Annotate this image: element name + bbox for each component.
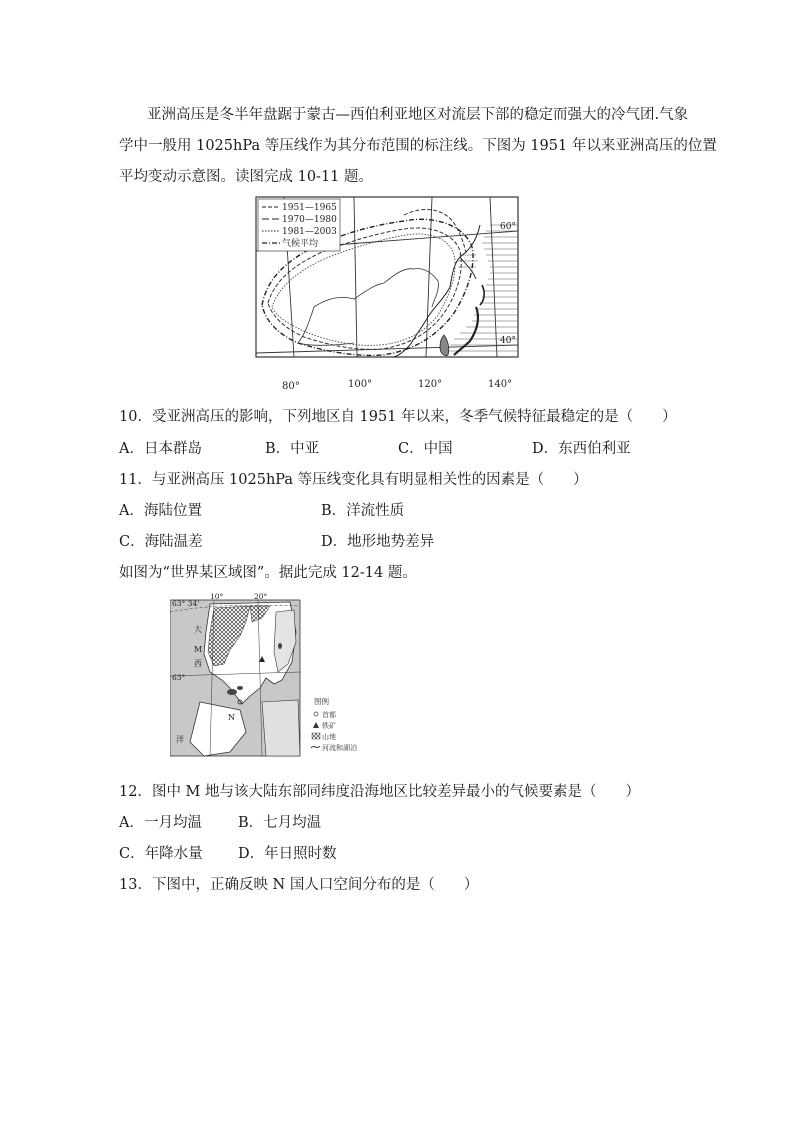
lat-label-60: 60° <box>500 222 516 232</box>
legend-river-lake: 河流和湖泊 <box>322 744 357 752</box>
legend-iron: 铁矿 <box>322 722 336 730</box>
asian-high-map <box>254 195 520 393</box>
intro2-text: 如图为“世界某区域图”。据此完成 12-14 题。 <box>119 565 417 581</box>
lat-label-63-34: 63° 34' <box>172 599 200 608</box>
river-lake-icon <box>311 746 320 748</box>
q12-option-b: B．七月均温 <box>238 815 322 831</box>
intro-line-1: 亚洲高压是冬半年盘踞于蒙古—西伯利亚地区对流层下部的稳定而强大的冷气团.气象 <box>147 107 689 123</box>
mountain-icon <box>312 733 320 739</box>
legend-1951-1965: 1951—1965 <box>282 203 337 213</box>
label-xi: 西 <box>194 659 202 668</box>
label-n: N <box>228 713 235 722</box>
iron-mine-icon <box>313 722 319 728</box>
q10-option-d: D．东西伯利亚 <box>532 441 631 457</box>
q11-option-c: C．海陆温差 <box>119 534 203 550</box>
q10-option-c: C．中国 <box>398 441 453 457</box>
lon-label-80: 80° <box>282 381 300 392</box>
q10-option-a: A．日本群岛 <box>119 441 202 457</box>
lon-label-20: 20° <box>254 592 268 601</box>
q10-option-b: B．中亚 <box>265 441 320 457</box>
q10-stem: 10．受亚洲高压的影响，下列地区自 1951 年以来，冬季气候特征最稳定的是（ ） <box>119 409 677 425</box>
lon-label-10: 10° <box>210 592 224 601</box>
q11-option-b: B．洋流性质 <box>321 503 405 519</box>
legend-1981-2003: 1981—2003 <box>282 227 337 237</box>
q12-stem: 12．图中 M 地与该大陆东部同纬度沿海地区比较差异最小的气候要素是（ ） <box>119 784 641 800</box>
q12-option-d: D．年日照时数 <box>238 846 337 862</box>
capital-icon <box>314 712 318 716</box>
lat-label-40: 40° <box>500 336 516 346</box>
q11-stem: 11．与亚洲高压 1025hPa 等压线变化具有明显相关性的因素是（ ） <box>119 472 588 488</box>
intro-line-2: 学中一般用 1025hPa 等压线作为其分布范围的标注线。下图为 1951 年以来亚洲高压的位置 <box>119 138 717 154</box>
legend-mountain: 山地 <box>322 733 336 741</box>
world-region-map <box>170 592 380 764</box>
legend-title: 图例 <box>314 697 329 706</box>
intro-line-3: 平均变动示意图。读图完成 10-11 题。 <box>119 169 374 185</box>
lon-label-120: 120° <box>418 379 443 390</box>
lat-label-63: 63° <box>172 673 186 682</box>
legend-1970-1980: 1970—1980 <box>282 215 337 225</box>
lon-label-100: 100° <box>348 379 373 390</box>
q11-option-d: D．地形地势差异 <box>321 534 435 550</box>
legend-capital: 首都 <box>322 711 336 719</box>
q12-option-a: A．一月均温 <box>119 815 202 831</box>
q12-option-c: C．年降水量 <box>119 846 203 862</box>
label-da: 大 <box>194 625 202 634</box>
label-m: M <box>194 645 203 654</box>
label-yang: 洋 <box>176 735 184 744</box>
q11-option-a: A．海陆位置 <box>119 503 202 519</box>
legend-climate-average: 气候平均 <box>282 239 319 249</box>
q13-stem: 13．下图中，正确反映 N 国人口空间分布的是（ ） <box>119 877 479 893</box>
lon-label-140: 140° <box>488 379 513 390</box>
